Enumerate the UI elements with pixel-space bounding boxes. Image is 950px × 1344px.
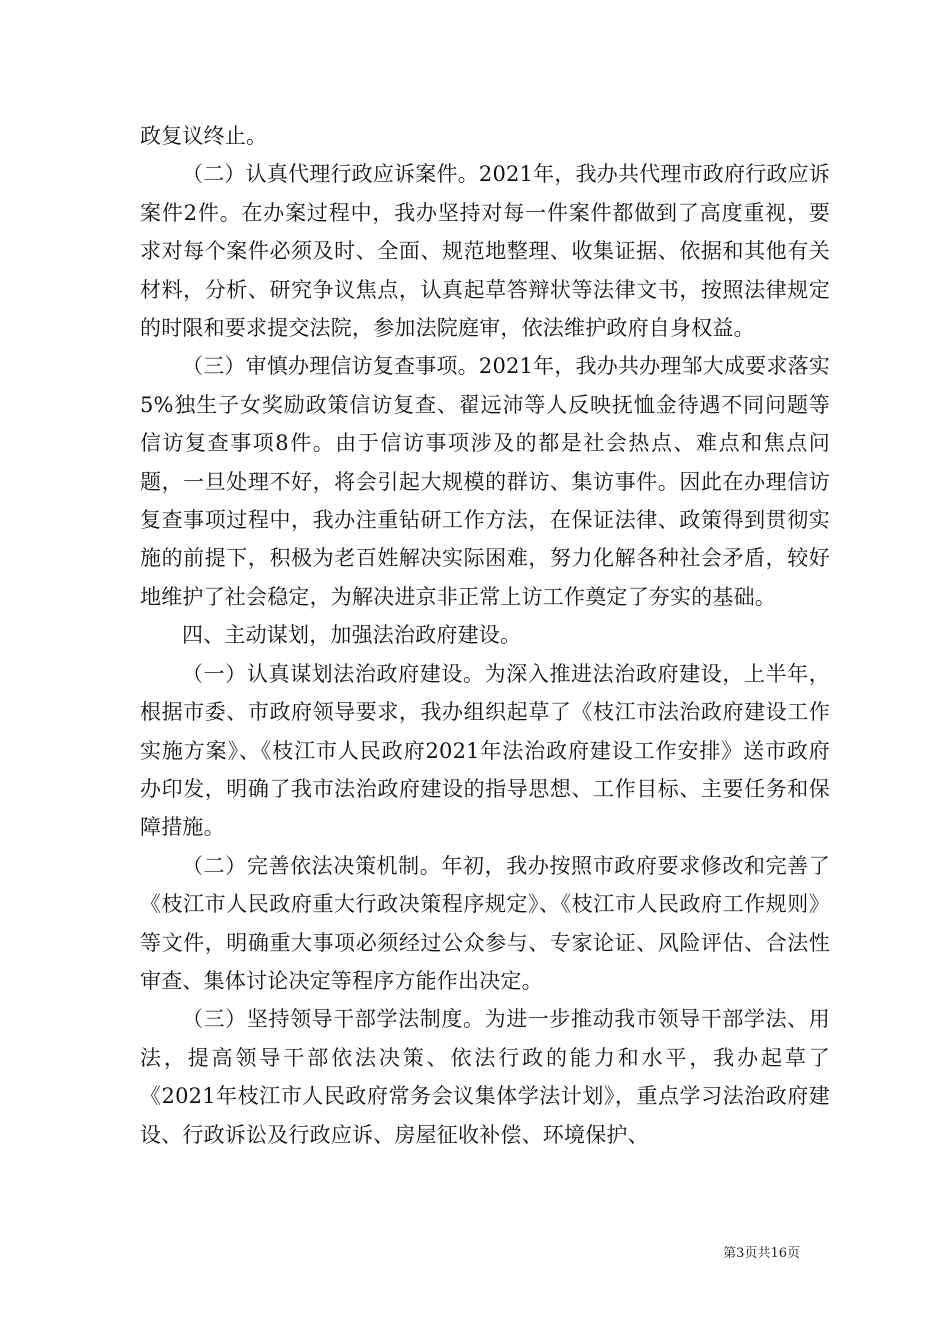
paragraph-petition-review: （三）审慎办理信访复查事项。2021年，我办共办理邹大成要求落实5%独生子女奖励政策信访复查、翟远沛等人反映抚恤金待遇不同问题等信访复查事项8件。由于信访事项涉及的都是社会热点、难点和焦点问题，一旦处理不好，将会引起大规模的群访、集访事件。因此在办理信访复查事项过程中，我办注重钻研工作方法，在保证法律、政策得到贯彻实施的前提下，积极为老百姓解决实际困难，努力化解各种社会矛盾，较好地维护了社会稳定，为解决进京非正常上访工作奠定了夯实的基础。 [140,354,830,609]
paragraph-decision-mechanism: （二）完善依法决策机制。年初，我办按照市政府要求修改和完善了《枝江市人民政府重大行政决策程序规定》、《枝江市人民政府工作规则》等文件，明确重大事项必须经过公众参与、专家论证、风险评估、合法性审查、集体讨论决定等程序方能作出决定。 [140,853,830,993]
paragraph-continuation: 政复议终止。 [140,124,268,148]
paragraph-leader-study: （三）坚持领导干部学法制度。为进一步推动我市领导干部学法、用法，提高领导干部依法决策、依法行政的能力和水平，我办起草了《2021年枝江市人民政府常务会议集体学法计划》，重点学习法治政府建设、行政诉讼及行政应诉、房屋征收补偿、环境保护、 [140,1007,830,1147]
paragraph-litigation: （二）认真代理行政应诉案件。2021年，我办共代理市政府行政应诉案件2件。在办案过程中，我办坚持对每一件案件都做到了高度重视，要求对每个案件必须及时、全面、规范地整理、收集证据、依据和其他有关材料，分析、研究争议焦点，认真起草答辩状等法律文书，按照法律规定的时限和要求提交法院，参加法院庭审，依法维护政府自身权益。 [140,162,830,341]
page-number-footer: 第3页共16页 [723,1246,800,1261]
section-heading-four: 四、主动谋划，加强法治政府建设。 [182,623,522,648]
paragraph-rule-of-law-planning: （一）认真谋划法治政府建设。为深入推进法治政府建设，上半年，根据市委、市政府领导要求，我办组织起草了《枝江市法治政府建设工作实施方案》、《枝江市人民政府2021年法治政府建设工作安排》送市政府办印发，明确了我市法治政府建设的指导思想、工作目标、主要任务和保障措施。 [140,661,830,840]
document-body [140,117,830,1154]
